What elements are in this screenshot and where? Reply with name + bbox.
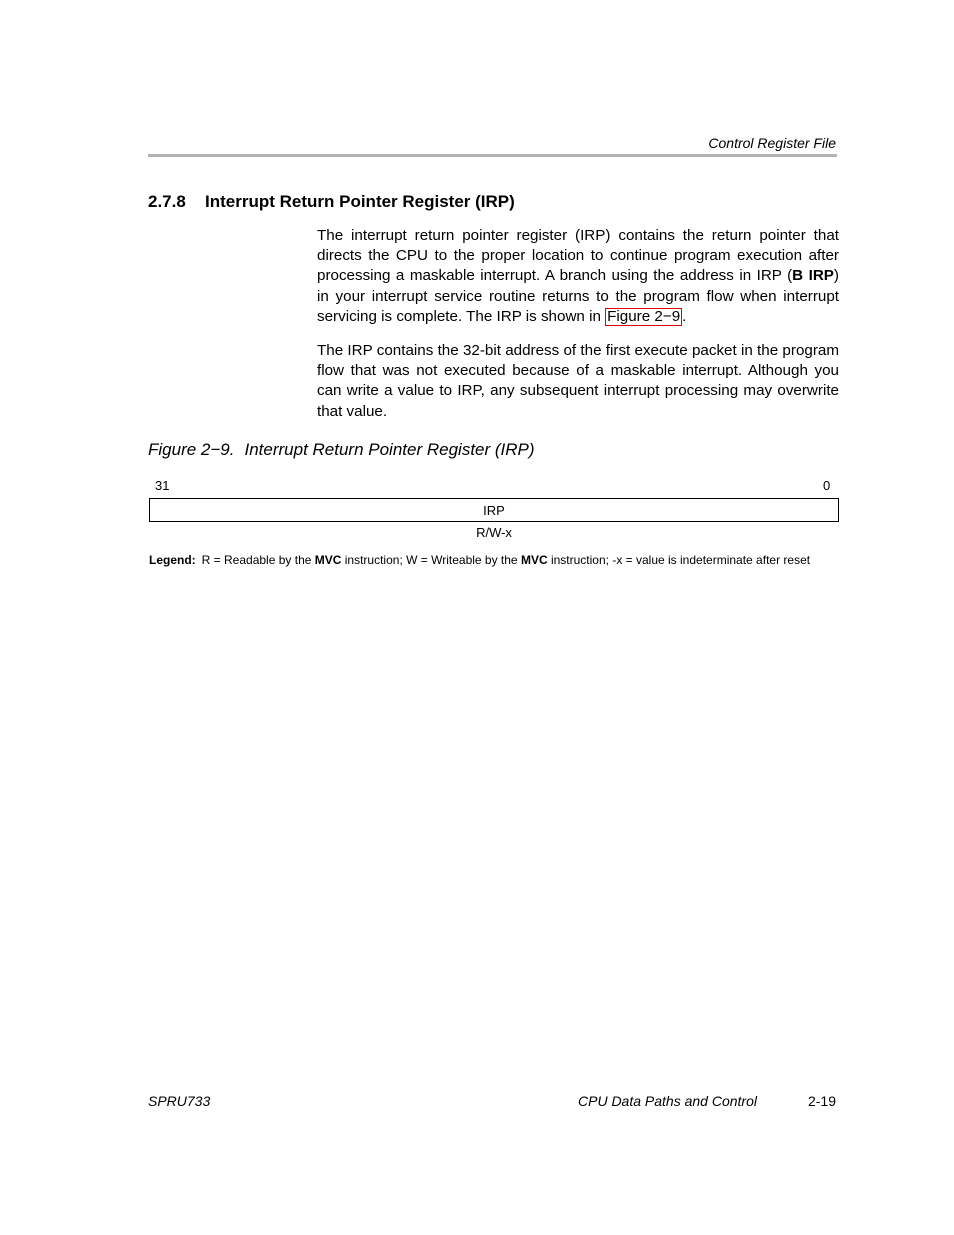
figure-caption (148, 440, 535, 460)
footer-doc-id: SPRU733 (148, 1093, 211, 1109)
register-access: R/W-x (476, 525, 512, 540)
header-rule (148, 154, 837, 157)
section-number: 2.7.8 (148, 192, 186, 211)
footer-page-number: 2-19 (807, 1093, 836, 1109)
bit-label-high: 31 (155, 478, 170, 493)
paragraph-1-text-a: The interrupt return pointer register (IRP) contains the return pointer that directs the CPU to the proper location to continue program execution after processing a maskable interrupt. A branch using the address in IRP ( (317, 227, 839, 285)
paragraph-1-text-c: . (682, 307, 687, 325)
legend (149, 552, 810, 568)
section-title: Interrupt Return Pointer Register (IRP) (205, 192, 515, 211)
figure-link[interactable]: Figure 2−9 (607, 307, 681, 325)
running-header: Control Register File (708, 135, 836, 151)
footer-chapter: CPU Data Paths and Control (578, 1093, 757, 1109)
register-field-name: IRP (483, 502, 505, 518)
paragraph-1 (317, 226, 839, 327)
paragraph-2: The IRP contains the 32-bit address of the first execute packet in the program flow that was not executed because of a maskable interrupt. Although you can write a value to IRP, any subsequent interrupt processing may overwrite that value. (317, 342, 839, 420)
legend-bold-1: MVC (314, 553, 342, 567)
paragraph-1-text-b: ) in your interrupt service routine returns to the program flow when interrupt servicing is complete. The IRP is shown in (317, 267, 839, 325)
paragraph-1-bold: B IRP (792, 267, 834, 285)
figure-label: Figure 2−9. (148, 440, 235, 459)
legend-label: Legend: (149, 553, 196, 567)
bit-label-low: 0 (823, 478, 831, 493)
legend-bold-2: MVC (520, 553, 548, 567)
legend-text-2: instruction; W = Writeable by the (341, 553, 521, 567)
register-field-box (149, 498, 839, 522)
legend-text-3: instruction; -x = value is indeterminate after reset (547, 553, 811, 567)
section-heading (148, 192, 515, 212)
legend-text-1: R = Readable by the (201, 553, 315, 567)
figure-title: Interrupt Return Pointer Register (IRP) (244, 440, 535, 459)
